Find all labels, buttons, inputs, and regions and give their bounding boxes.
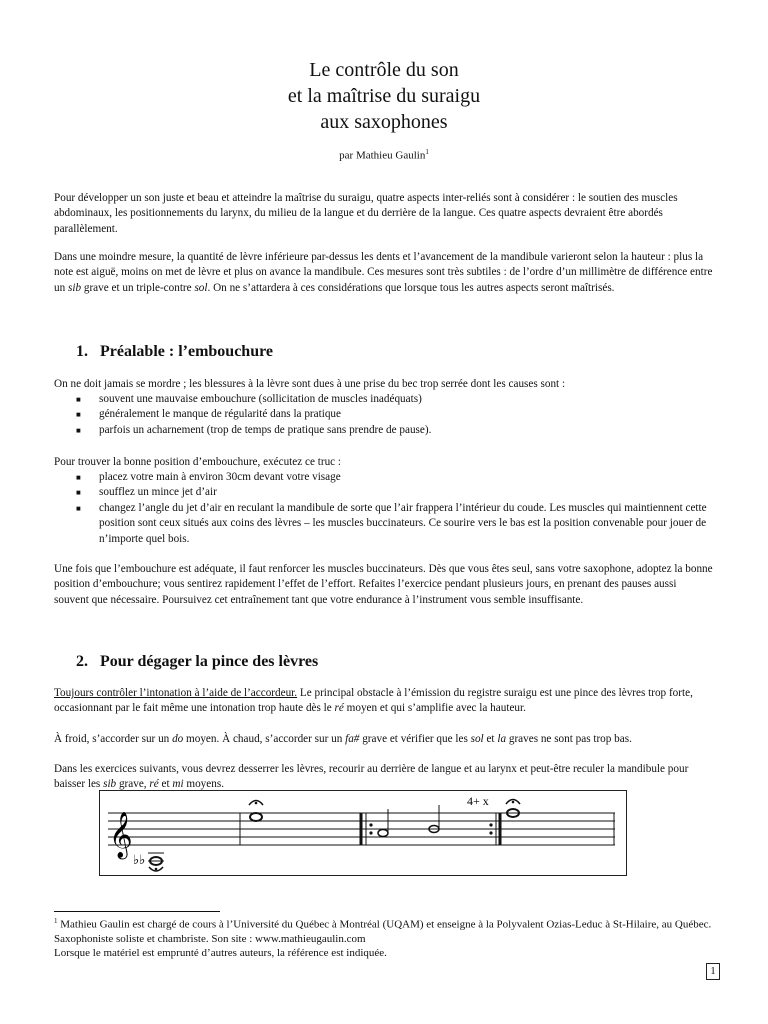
text-run: et bbox=[158, 778, 173, 791]
text-run: . On ne s’attardera à ces considérations que lorsque tous les autres aspects seront maîtrisés. bbox=[207, 281, 615, 294]
footnote-marker: 1 bbox=[54, 917, 58, 925]
list-item bbox=[54, 485, 714, 500]
byline bbox=[0, 148, 768, 162]
section-title: Préalable : l’embouchure bbox=[100, 343, 274, 360]
text-run: Le principal obstacle à l’émission du registre suraigu est une pince des lèvres trop forte, occasionnant par le fait même une intonation trop haute dès le bbox=[54, 687, 693, 715]
d-half-note bbox=[429, 805, 439, 833]
section-title: Pour dégager la pince des lèvres bbox=[100, 653, 319, 670]
section-1-paragraph-3: Une fois que l’embouchure est adéquate, il faut renforcer les muscles buccinateurs. Dès que vous êtes seul, sans votre saxophone, adoptez la bonne position d’embouchure; vous sentirez rapidement l’effet de l’effort. Refaites l’exercice pendant plusieurs jours, en prenant des pauses aussi souvent que nécessaire. Poursuivez cet entraînement tant que votre endurance à l’instrument vous semble insuffisante. bbox=[54, 563, 713, 606]
footnote-2: Lorsque le matériel est emprunté d’autres auteurs, la référence est indiquée. bbox=[54, 947, 387, 959]
intro-paragraph-1: Pour développer un son juste et beau et atteindre la maîtrise du suraigu, quatre aspects inter-reliés sont à considérer : le soutien des muscles abdominaux, les positionnements du larynx, du milieu de la langue et du derrière de la langue. Ces quatre aspects devraient être abordés parallèlement. bbox=[54, 192, 678, 235]
double-flat-icon: ♭♭ bbox=[133, 853, 146, 868]
section-1-paragraph-1: On ne doit jamais se mordre ; les blessures à la lèvre sont dues à une prise du bec trop serrée dont les causes sont : bbox=[54, 378, 566, 390]
text-run: grave, bbox=[116, 778, 150, 791]
note-name: sol bbox=[194, 281, 208, 294]
note-name: sib bbox=[67, 281, 82, 294]
low-bb-whole-note bbox=[133, 853, 164, 871]
list-item bbox=[54, 392, 714, 407]
bullet-icon: ■ bbox=[76, 425, 81, 435]
note-name: sol bbox=[470, 733, 484, 745]
f-whole-note-fermata bbox=[249, 801, 263, 822]
section-2-paragraph-2 bbox=[54, 732, 714, 747]
text-run: moyens. bbox=[183, 778, 224, 791]
list-item-text: parfois un acharnement (trop de temps de pratique sans prendre de pause). bbox=[99, 423, 432, 436]
text-run: moyen et qui s’amplifie avec la hauteur. bbox=[343, 702, 526, 715]
intro-paragraph-2 bbox=[54, 250, 714, 296]
text-run: grave et un triple-contre bbox=[81, 281, 195, 294]
text-run: moyen. À chaud, s’accorder sur un bbox=[183, 733, 346, 745]
section-2-paragraph-3 bbox=[54, 762, 714, 793]
section-1-paragraph-2: Pour trouver la bonne position d’embouchure, exécutez ce truc : bbox=[54, 456, 342, 468]
title-line-1: Le contrôle du son bbox=[309, 59, 459, 81]
list-item-text: placez votre main à environ 30cm devant votre visage bbox=[99, 471, 341, 483]
treble-clef-icon: 𝄞 bbox=[109, 812, 133, 858]
title-line-3: aux saxophones bbox=[320, 111, 448, 133]
bullet-list-2 bbox=[54, 470, 714, 547]
note-name: ré bbox=[149, 778, 159, 791]
section-2-heading bbox=[76, 653, 318, 671]
note-name: sib bbox=[103, 778, 117, 791]
note-name: do bbox=[172, 733, 184, 745]
text-run: grave et vérifier que les bbox=[359, 733, 471, 745]
bullet-icon: ■ bbox=[76, 410, 81, 420]
text-run: Dans les exercices suivants, vous devrez desserrer les lèvres, recourir au derrière de langue et au larynx et peut-être reculer la mandibule pour baisser les bbox=[54, 763, 689, 791]
text-run: et bbox=[483, 733, 498, 745]
footnote-divider bbox=[54, 911, 220, 912]
music-staff-svg bbox=[100, 791, 626, 875]
list-item bbox=[54, 501, 714, 547]
repeat-count-text: 4+ x bbox=[467, 794, 489, 808]
author-name: par Mathieu Gaulin bbox=[339, 149, 426, 162]
list-item-text: généralement le manque de régularité dans la pratique bbox=[99, 408, 341, 421]
text-run: graves ne sont pas trop bas. bbox=[506, 733, 632, 745]
text-run: Dans une moindre mesure, la quantité de lèvre inférieure par-dessus les dents et l’avancement de la mandibule varieront selon la hauteur : plus la note est aiguë, moins on met de lèvre et plus on avance la mandibule. Ces mesures sont très subtiles : de l’ordre d’un millimètre de différence entre un bbox=[54, 251, 713, 294]
footnote-text: Mathieu Gaulin est chargé de cours à l’Université du Québec à Montréal (UQAM) et enseigne à la Polyvalent Ozias-Leduc à St-Hilaire, au Québec. Saxophoniste soliste et chambriste. Son site : www.mathieugaulin.com bbox=[54, 918, 712, 946]
note-name: ré bbox=[334, 702, 344, 715]
bullet-icon: ■ bbox=[76, 503, 81, 513]
note-name: mi bbox=[172, 778, 184, 791]
section-number: 1. bbox=[76, 343, 88, 360]
e-whole-note-fermata bbox=[506, 800, 520, 818]
note-name: la bbox=[497, 733, 507, 745]
list-item bbox=[54, 470, 714, 485]
music-notation-example bbox=[99, 790, 627, 876]
note-name: fa# bbox=[345, 733, 360, 745]
underlined-instruction: Toujours contrôler l’intonation à l’aide de l’accordeur. bbox=[54, 687, 298, 699]
section-2-paragraph-1 bbox=[54, 686, 714, 717]
bullet-list-1 bbox=[54, 392, 714, 438]
list-item-text: souvent une mauvaise embouchure (sollicitation de muscles inadéquats) bbox=[99, 393, 422, 405]
list-item bbox=[54, 423, 714, 438]
page-number: 1 bbox=[706, 963, 720, 980]
footnote-1 bbox=[54, 914, 714, 947]
list-item-text: soufflez un mince jet d’air bbox=[99, 486, 217, 499]
section-1-heading bbox=[76, 343, 273, 361]
title-line-2: et la maîtrise du suraigu bbox=[287, 85, 481, 107]
bullet-icon: ■ bbox=[76, 488, 81, 498]
list-item-text: changez l’angle du jet d’air en reculant la mandibule de sorte que l’air frappera l’intérieur du coude. Les muscles qui maintiennent cette position sont ceux situés aux coins des lèvres – les muscles buccinateurs. Ce sourire vers le bas est la position convenable pour jouer de n’importe quel bois. bbox=[99, 501, 707, 545]
text-run: À froid, s’accorder sur un bbox=[54, 733, 173, 745]
section-number: 2. bbox=[76, 653, 88, 670]
bullet-icon: ■ bbox=[76, 473, 81, 482]
bullet-icon: ■ bbox=[76, 395, 81, 404]
footnote-ref: 1 bbox=[425, 148, 429, 156]
list-item bbox=[54, 407, 714, 422]
